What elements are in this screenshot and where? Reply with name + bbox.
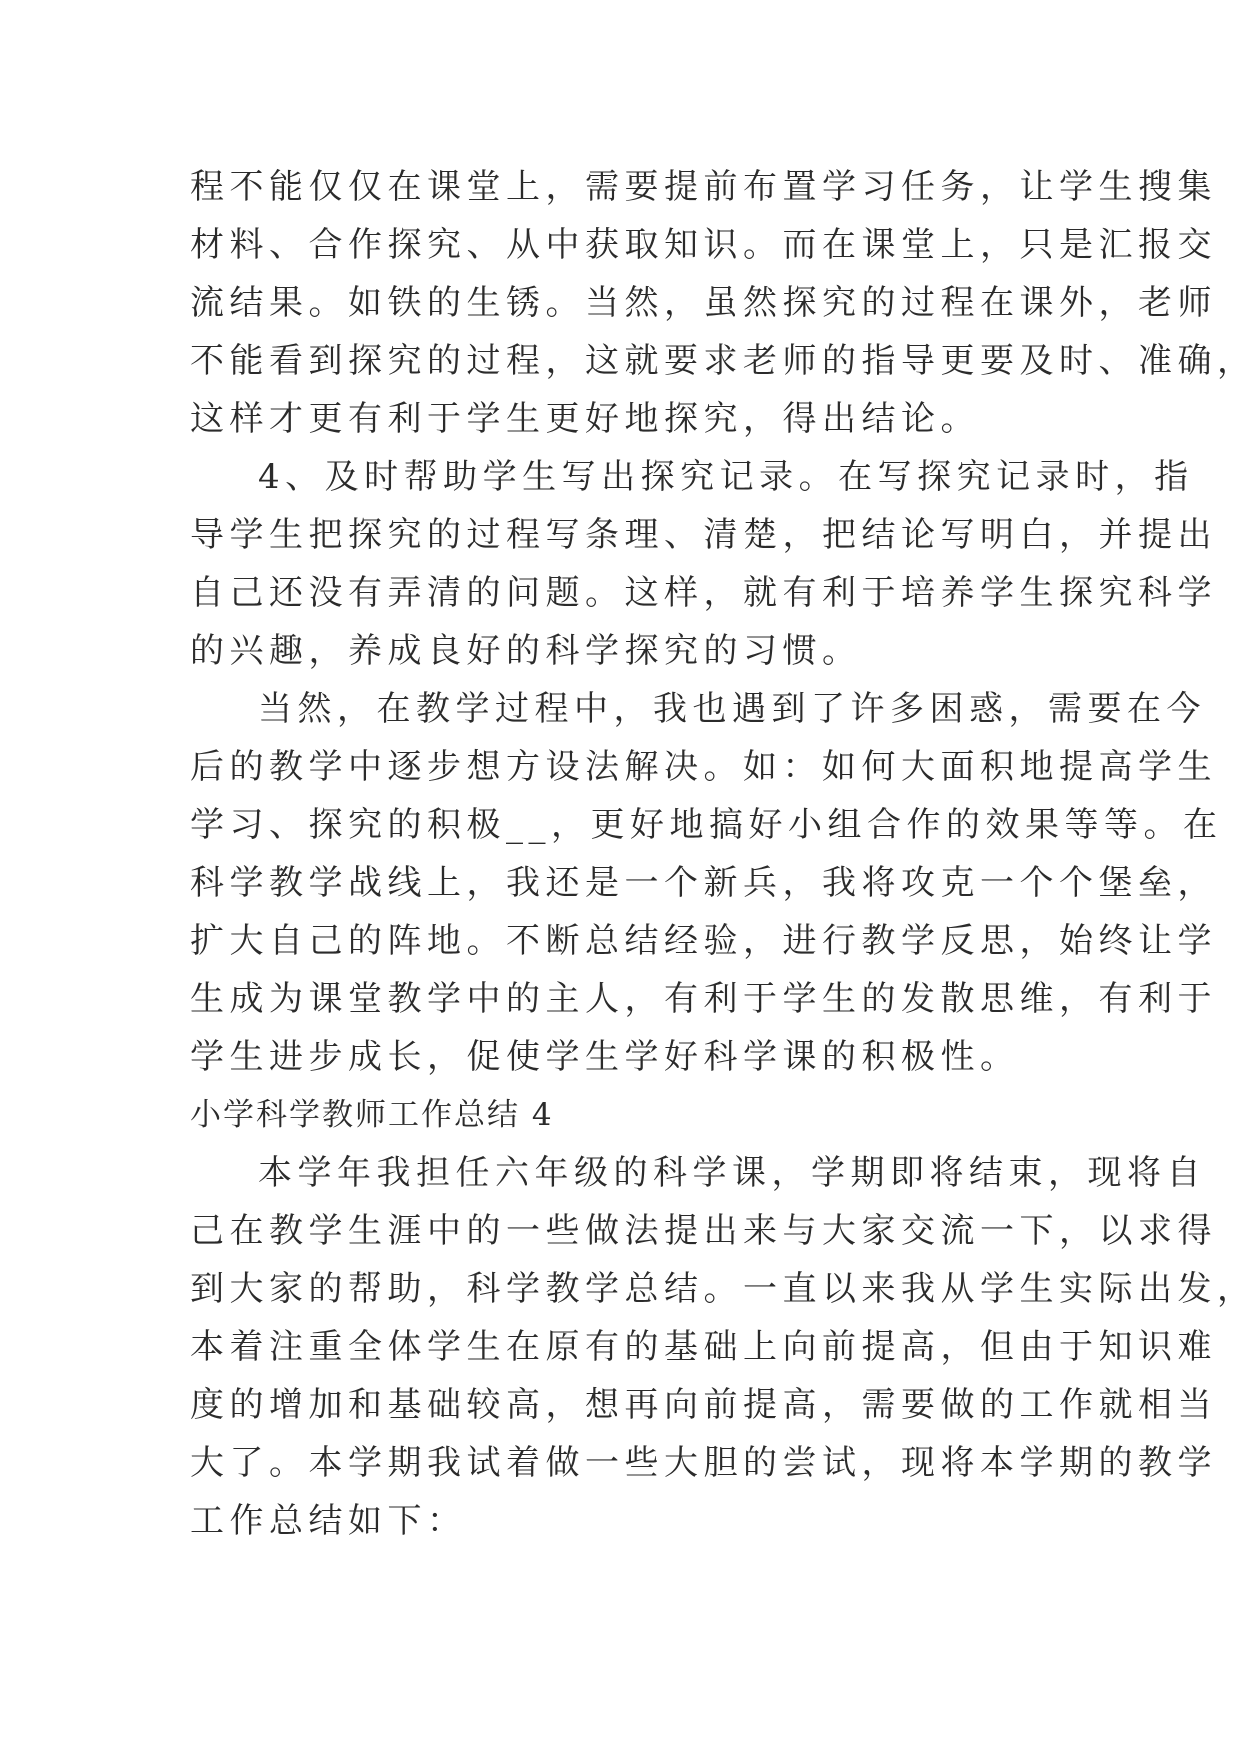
text-line: 自己还没有弄清的问题。这样，就有利于培养学生探究科学 bbox=[190, 573, 1217, 613]
text-line: 学生进步成长，促使学生学好科学课的积极性。 bbox=[190, 1037, 1020, 1077]
text-line: 材料、合作探究、从中获取知识。而在课堂上，只是汇报交 bbox=[190, 225, 1217, 265]
text-line: 本学年我担任六年级的科学课，学期即将结束，现将自 bbox=[258, 1153, 1206, 1193]
text-line: 流结果。如铁的生锈。当然，虽然探究的过程在课外，老师 bbox=[190, 283, 1217, 323]
text-line: 的兴趣，养成良好的科学探究的习惯。 bbox=[190, 631, 862, 671]
text-line: 工作总结如下： bbox=[190, 1501, 467, 1541]
text-line: 这样才更有利于学生更好地探究，得出结论。 bbox=[190, 399, 980, 439]
text-line: 导学生把探究的过程写条理、清楚，把结论写明白，并提出 bbox=[190, 515, 1217, 555]
text-line: 4、及时帮助学生写出探究记录。在写探究记录时，指 bbox=[258, 457, 1194, 497]
text-line: 生成为课堂教学中的主人，有利于学生的发散思维，有利于 bbox=[190, 979, 1217, 1019]
text-line: 后的教学中逐步想方设法解决。如：如何大面积地提高学生 bbox=[190, 747, 1217, 787]
section-heading: 小学科学教师工作总结 4 bbox=[190, 1097, 554, 1133]
text-line: 科学教学战线上，我还是一个新兵，我将攻克一个个堡垒， bbox=[190, 863, 1217, 903]
text-line: 不能看到探究的过程，这就要求老师的指导更要及时、准确， bbox=[190, 341, 1257, 381]
text-line: 度的增加和基础较高，想再向前提高，需要做的工作就相当 bbox=[190, 1385, 1217, 1425]
text-line: 本着注重全体学生在原有的基础上向前提高，但由于知识难 bbox=[190, 1327, 1217, 1367]
text-line: 学习、探究的积极__，更好地搞好小组合作的效果等等。在 bbox=[190, 805, 1223, 845]
text-line: 扩大自己的阵地。不断总结经验，进行教学反思，始终让学 bbox=[190, 921, 1217, 961]
text-line: 当然，在教学过程中，我也遇到了许多困惑，需要在今 bbox=[258, 689, 1206, 729]
document-body bbox=[190, 158, 1257, 1550]
text-line: 程不能仅仅在课堂上，需要提前布置学习任务，让学生搜集 bbox=[190, 167, 1217, 207]
text-line: 大了。本学期我试着做一些大胆的尝试，现将本学期的教学 bbox=[190, 1443, 1217, 1483]
text-line: 到大家的帮助，科学教学总结。一直以来我从学生实际出发， bbox=[190, 1269, 1257, 1309]
text-line: 己在教学生涯中的一些做法提出来与大家交流一下，以求得 bbox=[190, 1211, 1217, 1251]
